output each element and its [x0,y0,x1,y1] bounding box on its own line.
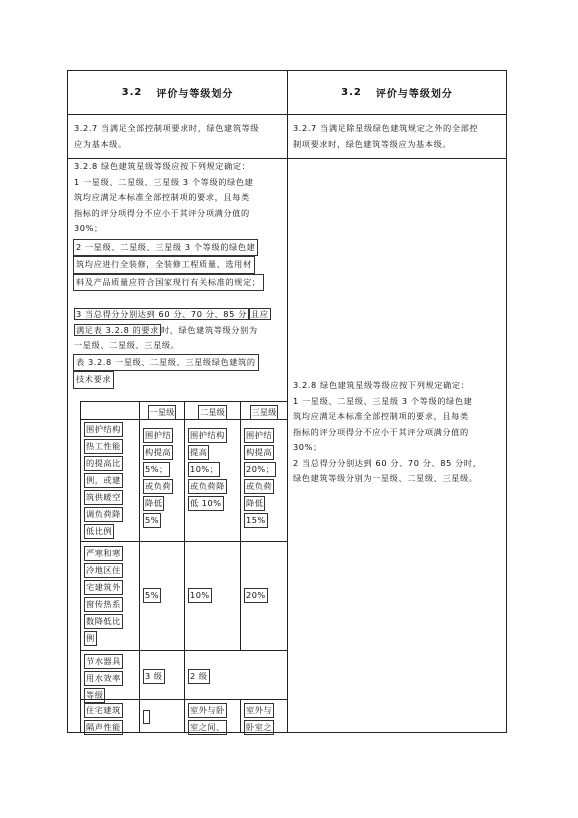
row1-one-star [143,427,173,529]
cell-text: 20% [244,588,268,603]
cell-text: 热工性能 [84,439,123,454]
cell-text: 例 [84,631,97,646]
table-border [80,401,81,733]
cell-text: 2 级 [188,669,210,684]
caption-line: 表 3.2.8 一星级、二星级、三星级绿色建筑的 [73,354,259,372]
cell-text: 严寒和寒 [84,546,123,561]
cell-text: 10% [188,588,212,603]
item2-line: 2 一星级、二星级、三星级 3 个等级的绿色建 [73,239,258,257]
item2-line: 绿色建筑等级分别为一星级、二星级、三星级。 [293,473,478,483]
item1-line: 1 一星级、二星级、三星级 3 个等级的绿色建 [293,395,473,406]
row1-two-star [188,427,227,512]
text-line: 3.2.7 当满足全部控制项要求时，绿色建筑等级 [74,123,260,133]
header-three-star [241,404,287,421]
cell-text: 例，或建 [84,473,123,488]
cell-text: 提高 [188,445,209,460]
cell-text: 围护结 [143,428,173,443]
cell-text: 或负荷 [244,479,274,494]
table-border [240,699,241,733]
cell-text: 卧室之 [244,720,274,735]
row1-three-star [244,427,276,529]
item3-block [74,307,271,354]
cell-text: 或负荷降 [188,479,227,494]
item3-text: 3 当总得分分别达到 60 分、70 分、85 分 [76,309,247,319]
table-border [80,650,287,651]
cell-text: 低比例 [84,524,114,539]
item3-text: 满足表 3.2.8 的要求 [76,324,159,335]
row3-label [84,653,123,704]
table-border [80,401,287,402]
cell-text: 围护结构 [188,428,227,443]
right-clause-328 [293,378,482,487]
text-line: 3.2.7 当满足除星级绿色建筑规定之外的全部控 [293,123,479,133]
column-divider [287,71,288,732]
cell-text: 10%； [188,462,220,477]
cell-text: 20%； [244,462,276,477]
star-requirements-table [80,401,287,733]
header-text: 二星级 [198,405,227,420]
row2-three-star [244,587,268,604]
right-header [288,71,506,114]
row2-two-star [188,587,212,604]
clause-intro: 3.2.8 绿色建筑星级等级应按下列规定确定： [293,380,470,390]
cell-text: 3 级 [143,669,165,684]
row4-three-star [244,702,274,736]
table-caption [74,354,271,389]
row4-one-star [143,709,150,731]
item1-line: 30%； [293,442,322,452]
cell-text: 降低 [143,496,164,511]
cell-text: 用水效率 [84,671,123,686]
cell-text: 15% [244,513,268,528]
cell-text: 5% [143,588,161,603]
cell-text: 的提高比 [84,456,123,471]
left-header-title: 评价与等级划分 [156,89,234,100]
left-header [68,71,287,114]
table-border [80,541,287,542]
item2-line: 2 当总得分分别达到 60 分、70 分、85 分时， [293,457,482,468]
cell-text: 窗传热系 [84,597,123,612]
row2-one-star [143,587,161,604]
comparison-table [67,70,507,733]
cell-text: 室之间、 [188,720,227,735]
left-header-number: 3.2 [121,87,143,98]
cell-text: 数降低比 [84,614,123,629]
item2-line: 料及产品质量应符合国家现行有关标准的规定； [73,274,264,292]
left-clause-328 [74,159,271,389]
cell-text: 5%； [143,462,170,477]
header-two-star [185,404,240,421]
table-border [139,401,140,733]
item1-line: 筑均应满足本标准全部控制项的要求，且每类 [74,192,250,202]
table-border [184,401,185,733]
cell-text: 冷地区住 [84,563,123,578]
item1-line: 1 一星级、二星级、三星级 3 个等级的绿色建 [74,176,254,187]
cell-text: 5% [143,513,161,528]
cell-text: 住宅建筑 [84,703,123,718]
caption-line: 技术要求 [73,371,114,389]
cell-text: 等级 [84,688,105,703]
item1-line: 30%； [74,223,103,233]
left-clause-327 [74,121,259,152]
right-clause-327 [293,121,478,152]
right-header-number: 3.2 [341,87,362,98]
cell-text: 构提高 [143,445,173,460]
cell-text: 宅建筑外 [84,580,123,595]
cell-text: 节水器具 [84,654,123,669]
table-border [240,401,241,650]
item1-line: 指标的评分项得分不应小于其评分项满分值的 [74,207,250,218]
cell-text: 隔声性能 [84,720,123,735]
header-text: 一星级 [148,405,177,420]
cell-text: 低 10% [188,496,224,511]
clause-intro: 3.2.8 绿色建筑星级等级应按下列规定确定： [74,161,251,171]
cell-text: 室外与卧 [188,703,227,718]
item1-line: 指标的评分项得分不应小于其评分项满分值的 [293,426,469,437]
header-text: 三星级 [250,405,279,420]
cell-mark [143,710,150,724]
item2-block [74,239,271,292]
cell-text: 围护结 [244,428,274,443]
cell-text: 或负荷 [143,479,173,494]
row4-two-star [188,702,227,736]
cell-text: 构提高 [244,445,274,460]
text-line: 应为基本级。 [74,138,127,149]
row2-label [84,545,123,647]
row3-two-star [188,668,210,685]
item2-line: 筑均应进行全装修，全装修工程质量、选用材 [73,256,255,274]
right-header-title: 评价与等级划分 [375,89,453,100]
row3-one-star [143,668,165,685]
cell-text: 筑供暖空 [84,490,123,505]
cell-text: 降低 [244,496,265,511]
cell-text: 调负荷降 [84,507,123,522]
item3-text: 一星级、二星级、三星级。 [74,340,180,350]
cell-text: 室外与 [244,703,274,718]
row4-label [84,702,123,736]
item3-text: 时，绿色建筑等级分别为 [160,324,258,335]
item1-line: 筑均应满足本标准全部控制项的要求，且每类 [293,411,469,421]
header-divider [68,114,506,115]
item3-text: 且应 [250,309,269,319]
header-one-star [140,404,184,421]
cell-text: 围护结构 [84,422,123,437]
row1-label [84,421,123,540]
text-line: 制项要求时，绿色建筑等级应为基本级。 [293,138,452,149]
